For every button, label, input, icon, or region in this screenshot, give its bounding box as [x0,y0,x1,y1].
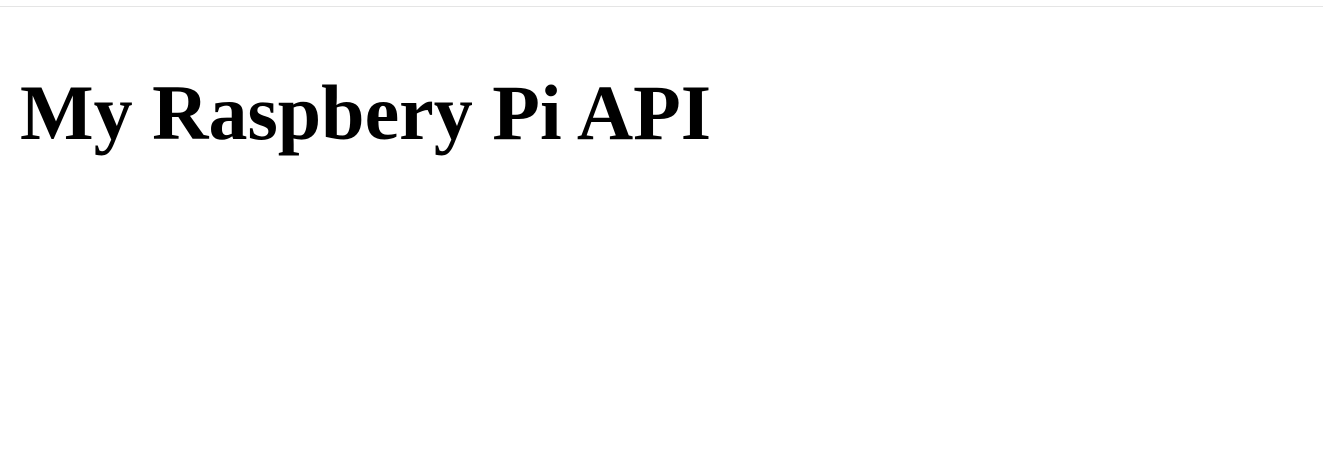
page-body [0,7,1323,476]
page-title: My Raspbery Pi API [20,69,712,156]
